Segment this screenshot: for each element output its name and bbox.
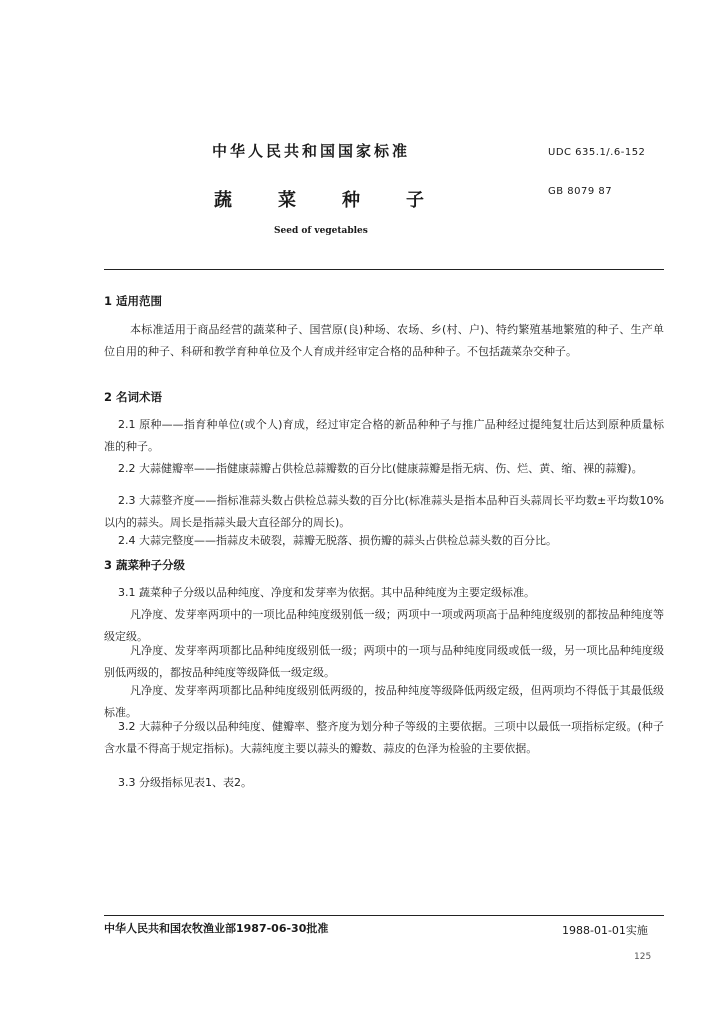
issuer-title: 中华人民共和国国家标准	[212, 142, 411, 160]
paragraph: 2.1 原种——指育种单位(或个人)育成，经过审定合格的新品种种子与推广品种经过提纯复壮后达到原种质量标准的种子。	[104, 418, 664, 453]
paragraph: 凡净度、发芽率两项都比品种纯度级别低两级的，按品种纯度等级降低两级定级，但两项均不得低于其最低级标准。	[104, 684, 664, 719]
paragraph: 凡净度、发芽率两项都比品种纯度级别低一级；两项中的一项与品种纯度同级或低一级，另一项比品种纯度级别低两级的，都按品种纯度等级降低一级定级。	[104, 644, 664, 679]
section-heading: 1 适用范围	[104, 294, 163, 308]
title-char: 子	[406, 190, 424, 211]
approval-line: 中华人民共和国农牧渔业部1987-06-30批准	[104, 922, 329, 935]
english-title: Seed of vegetables	[274, 226, 368, 236]
title-char: 菜	[278, 190, 296, 211]
footer-divider	[104, 915, 664, 916]
title-char: 蔬	[214, 190, 232, 211]
section-heading: 2 名词术语	[104, 390, 163, 404]
gb-code: GB 8079 87	[548, 186, 613, 197]
header-divider	[104, 269, 664, 270]
paragraph: 凡净度、发芽率两项中的一项比品种纯度级别低一级；两项中一项或两项高于品种纯度级别的都按品种纯度等级定级。	[104, 608, 664, 643]
paragraph: 2.3 大蒜整齐度——指标准蒜头数占供检总蒜头数的百分比(标准蒜头是指本品种百头蒜周长平均数±平均数10%以内的蒜头。周长是指蒜头最大直径部分的周长)。	[104, 494, 664, 529]
page-number: 125	[634, 952, 652, 962]
paragraph: 2.2 大蒜健瓣率——指健康蒜瓣占供检总蒜瓣数的百分比(健康蒜瓣是指无病、伤、烂、黄、缩、裸的蒜瓣)。	[118, 462, 643, 475]
section-heading: 3 蔬菜种子分级	[104, 558, 186, 572]
document-title	[214, 186, 470, 212]
paragraph: 本标准适用于商品经营的蔬菜种子、国营原(良)种场、农场、乡(村、户)、特约繁殖基地繁殖的种子、生产单位自用的种子、科研和教学育种单位及个人育成并经审定合格的品种种子。不包括蔬菜杂交种子。	[104, 323, 664, 358]
paragraph: 3.2 大蒜种子分级以品种纯度、健瓣率、整齐度为划分种子等级的主要依据。三项中以最低一项指标定级。(种子含水量不得高于规定指标)。大蒜纯度主要以蒜头的瓣数、蒜皮的色泽为检验的主要依据。	[104, 720, 664, 755]
effective-date: 1988-01-01实施	[562, 924, 648, 937]
paragraph: 2.4 大蒜完整度——指蒜皮未破裂，蒜瓣无脱落、损伤瓣的蒜头占供检总蒜头数的百分比。	[118, 534, 557, 547]
title-char: 种	[342, 190, 360, 211]
paragraph: 3.1 蔬菜种子分级以品种纯度、净度和发芽率为依据。其中品种纯度为主要定级标准。	[118, 586, 535, 599]
udc-code: UDC 635.1/.6-152	[548, 147, 646, 158]
paragraph: 3.3 分级指标见表1、表2。	[118, 776, 252, 789]
